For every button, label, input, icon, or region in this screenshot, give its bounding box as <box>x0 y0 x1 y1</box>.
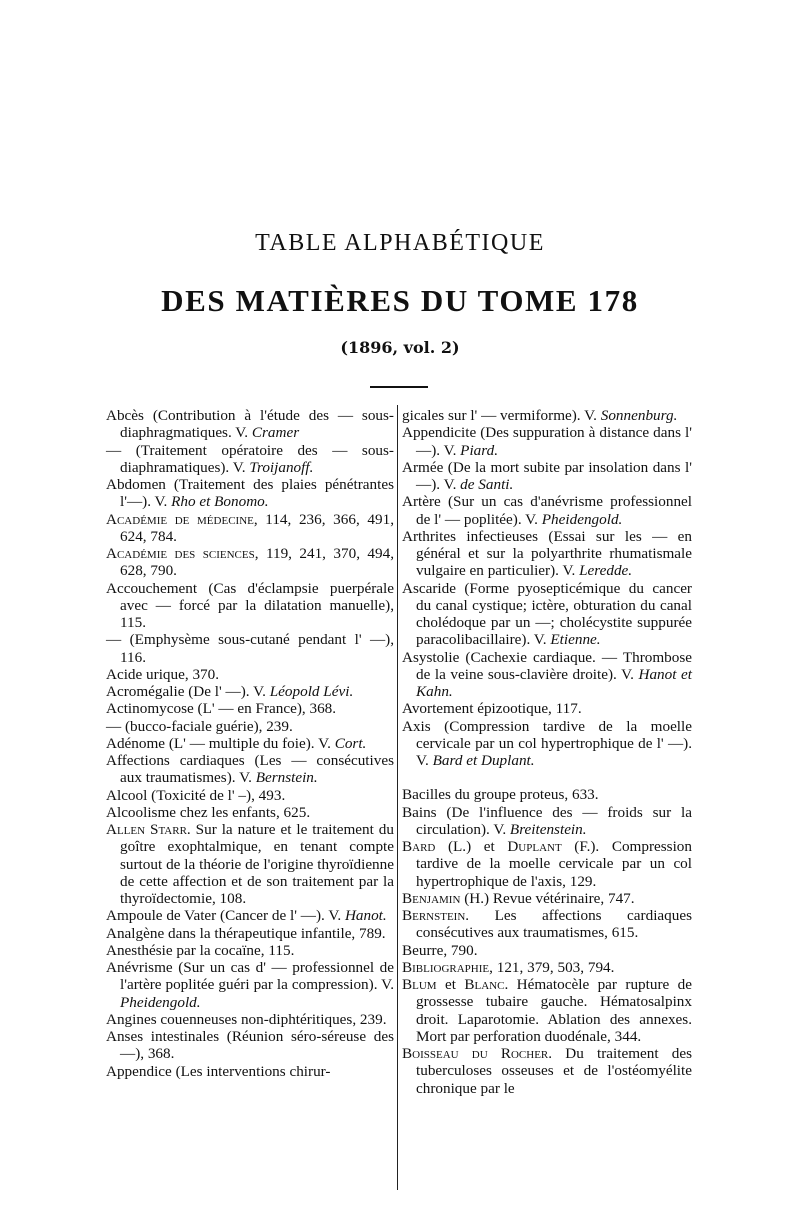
entry-text: Acide urique, 370. <box>106 665 220 683</box>
entry-reference: Bernstein. <box>255 769 318 787</box>
entry-reference: Pheidengold. <box>541 510 623 528</box>
index-entry <box>402 649 692 701</box>
entry-text: Appendice (Les interventions chirur- <box>106 1062 331 1080</box>
entry-text: Affections cardiaques (Les — consécutives aux traumatismes). V. <box>106 752 394 787</box>
entry-text: Adénome (L' — multiple du foie). V. <box>106 734 335 752</box>
index-entry <box>402 769 692 786</box>
index-entry <box>402 838 692 890</box>
entry-text: — (Traitement opératoire des — sous-diaphramatiques). V. <box>106 441 394 476</box>
entry-text: Alcool (Toxicité de l' –), 493. <box>106 786 286 804</box>
entry-author: Boisseau du Rocher <box>402 1045 549 1062</box>
index-entry <box>106 580 394 632</box>
entry-text: Avortement épizootique, 117. <box>402 700 582 718</box>
index-entry <box>106 442 394 477</box>
entry-text: et <box>436 976 465 993</box>
index-column-right <box>402 407 692 1097</box>
index-entry <box>402 718 692 770</box>
index-entry <box>106 787 394 804</box>
index-entry <box>106 511 394 546</box>
entry-reference: Rho et Bonomo. <box>171 493 269 511</box>
entry-text: Ascaride (Forme pyosepticémique du cancer du canal cystique; ictère, obturation du canal cholédoque par un —; cholécystite suppurée paracolibacillaire). V. <box>402 579 692 649</box>
entry-text: (F.). Compression tardive de la moelle cervicale par un col hypertrophique de l'axis, 129. <box>416 838 692 890</box>
entry-text: Bacilles du groupe proteus, 633. <box>402 786 599 804</box>
entry-reference: Piard. <box>460 441 498 459</box>
entry-author: Blanc <box>464 976 505 993</box>
index-entry <box>106 718 394 735</box>
index-entry <box>106 959 394 1011</box>
index-entry <box>106 476 394 511</box>
entry-author: Académie des sciences <box>106 545 255 562</box>
entry-text: gicales sur l' — vermiforme). V. <box>402 407 601 424</box>
entry-author: Bernstein <box>402 907 466 924</box>
entry-text: Bains (De l'influence des — froids sur la circulation). V. <box>402 803 692 838</box>
index-entry <box>402 959 692 976</box>
entry-text: Abcès (Contribution à l'étude des — sous-diaphragmatiques. V. <box>106 407 394 442</box>
entry-reference: Cramer <box>251 424 300 442</box>
entry-text: Ampoule de Vater (Cancer de l' —). V. <box>106 907 345 925</box>
index-entry <box>106 942 394 959</box>
index-entry <box>106 407 394 442</box>
entry-text: Appendicite (Des suppuration à distance dans l' —). V. <box>402 424 692 459</box>
index-entry <box>106 925 394 942</box>
index-entry <box>402 942 692 959</box>
entry-text: Artère (Sur un cas d'anévrisme professionnel de l' — poplitée). V. <box>402 493 692 528</box>
entry-text: (L.) et <box>435 838 508 855</box>
entry-text: . Sur la nature et le traitement du goître exophtalmique, en tenant compte surtout de la théorie de l'origine thyroïdienne de cette affection et de son traitement par la thyroïdectomie, 108. <box>120 821 394 907</box>
entry-reference: Cort. <box>334 734 367 752</box>
entry-text: Abdomen (Traitement des plaies pénétrantes l'—). V. <box>106 476 394 511</box>
entry-text: Asystolie (Cachexie cardiaque. — Thrombose de la veine sous-clavière droite). V. <box>402 648 692 683</box>
entry-reference: Troijanoff. <box>249 458 314 476</box>
index-entry <box>402 804 692 839</box>
index-entry <box>106 735 394 752</box>
entry-reference: Leredde. <box>579 562 633 580</box>
index-entry <box>106 1028 394 1063</box>
entry-text: , 121, 379, 503, 794. <box>489 958 615 976</box>
index-entry <box>402 700 692 717</box>
title-rule <box>370 386 428 388</box>
index-entry <box>106 1011 394 1028</box>
index-column-left <box>106 407 394 1080</box>
page-subtitle: DES MATIÈRES DU TOME 178 <box>161 283 639 318</box>
entry-text: — (Emphysème sous-cutané pendant l' —), 116. <box>106 631 394 666</box>
entry-text: , 119, 241, 370, 494, 628, 790. <box>120 545 395 580</box>
entry-reference: Léopold Lévi. <box>269 683 354 700</box>
index-entry <box>402 786 692 803</box>
entry-text: . Hématocèle par rupture de grossesse tubaire gauche. Hématosalpinx droit. Laparotomie. Ablation des annexes. Mort par perforation duodénale, 344. <box>416 976 692 1045</box>
entry-text: . Du traitement des tuberculoses osseuses et de l'ostéomyélite chronique par le <box>416 1045 692 1097</box>
entry-text: Analgène dans la thérapeutique infantile, 789. <box>106 924 386 942</box>
entry-text: Accouchement (Cas d'éclampsie puerpérale avec — forcé par la dilatation manuelle), 115. <box>106 579 394 631</box>
index-entry <box>402 493 692 528</box>
entry-author: Benjamin <box>402 889 461 907</box>
entry-reference: Breitenstein. <box>509 820 587 838</box>
entry-reference: Hanot et Kahn. <box>416 665 692 700</box>
entry-author: Blum <box>402 976 437 993</box>
section-gap <box>416 769 692 786</box>
index-entry <box>106 545 394 580</box>
index-entry <box>106 752 394 787</box>
index-entry <box>402 424 692 459</box>
entry-reference: Etienne. <box>550 631 601 649</box>
index-entry <box>106 1063 394 1080</box>
index-entry <box>402 580 692 649</box>
index-entry <box>106 804 394 821</box>
entry-author: Bard <box>402 838 436 855</box>
entry-text: Beurre, 790. <box>402 941 478 959</box>
index-entry <box>106 683 394 700</box>
entry-text: Armée (De la mort subite par insolation dans l' —). V. <box>402 458 692 493</box>
index-entry <box>106 631 394 666</box>
entry-author: Allen Starr <box>106 821 187 838</box>
entry-text: (H.) Revue vétérinaire, 747. <box>460 889 635 907</box>
page-title: TABLE ALPHABÉTIQUE <box>255 230 545 256</box>
entry-text: Angines couenneuses non-diphtéritiques, 239. <box>106 1010 387 1028</box>
entry-text: Axis (Compression tardive de la moelle cervicale par un col hypertrophique de l' —). V. <box>402 717 692 769</box>
index-entry <box>106 700 394 717</box>
index-entry <box>106 666 394 683</box>
entry-text: Anesthésie par la cocaïne, 115. <box>106 941 295 959</box>
index-entry <box>402 907 692 942</box>
entry-text: , 114, 236, 366, 491, 624, 784. <box>120 510 394 545</box>
entry-text: Alcoolisme chez les enfants, 625. <box>106 803 311 821</box>
entry-text: — (bucco-faciale guérie), 239. <box>106 717 293 735</box>
index-entry <box>402 528 692 580</box>
entry-reference: Pheidengold. <box>120 993 201 1011</box>
entry-reference: de Santi. <box>460 476 514 493</box>
index-entry <box>106 821 394 907</box>
entry-reference: Bard et Duplant. <box>432 752 535 769</box>
entry-author: Duplant <box>507 838 562 855</box>
entry-text: Actinomycose (L' — en France), 368. <box>106 700 337 718</box>
entry-text: Anévrisme (Sur un cas d' — professionnel de l'artère poplitée guéri par la compression). V. <box>106 959 394 994</box>
column-divider <box>397 405 398 1190</box>
entry-text: Acromégalie (De l' —). V. <box>106 683 270 700</box>
index-entry <box>106 907 394 924</box>
index-entry <box>402 407 692 424</box>
entry-reference: Hanot. <box>344 907 387 925</box>
entry-author: Académie de médecine <box>106 510 254 528</box>
entry-author: Bibliographie <box>402 958 490 976</box>
entry-text: Anses intestinales (Réunion séro-séreuse des —), 368. <box>106 1028 394 1063</box>
volume-label: (1896, vol. 2) <box>340 338 460 357</box>
index-entry <box>402 976 692 1045</box>
index-entry <box>402 459 692 494</box>
index-entry <box>402 1045 692 1097</box>
index-entry <box>402 890 692 907</box>
entry-reference: Sonnenburg. <box>600 407 678 424</box>
entry-text: . Les affections cardiaques consécutives aux traumatismes, 615. <box>416 907 692 942</box>
entry-text: Arthrites infectieuses (Essai sur les — en général et sur la polyarthrite rhumatismale vulgaire en particulier). V. <box>402 527 692 580</box>
